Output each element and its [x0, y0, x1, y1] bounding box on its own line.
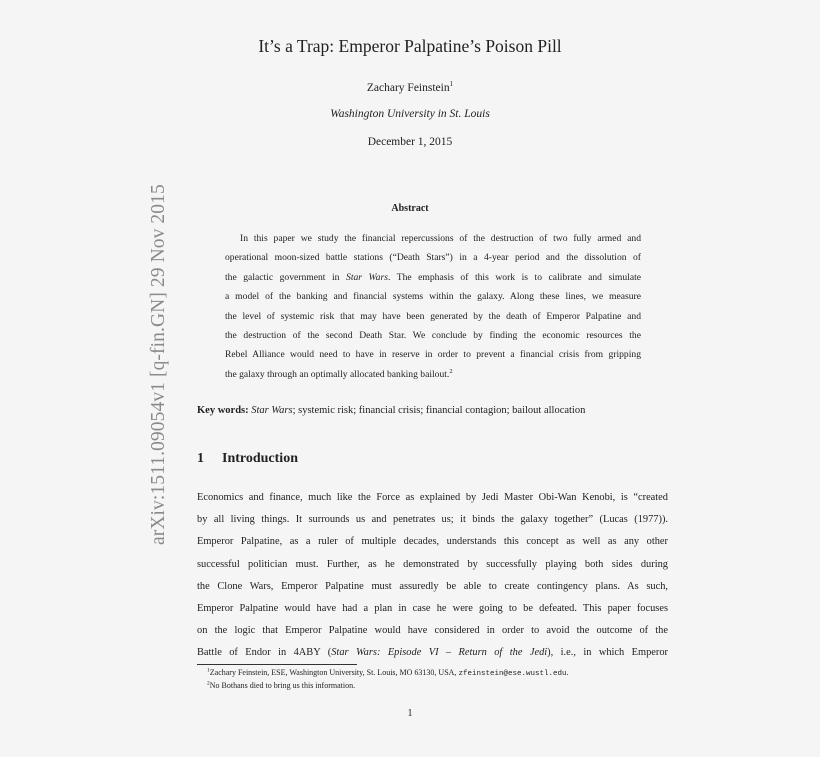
abstract-line: In this paper we study the financial repercussions of the destruction of two fully armed and — [240, 233, 641, 244]
abstract-heading: Abstract — [391, 203, 429, 214]
intro-line: Emperor Palpatine would have had a plan in case he were going to be defeated. This paper focuses — [197, 603, 668, 615]
footnote-1 — [207, 667, 667, 680]
arxiv-stamp: arXiv:1511.09054v1 [q-fin.GN] 29 Nov 2015 — [148, 184, 169, 545]
keywords-label: Key words: — [197, 405, 249, 416]
author-footnote-mark: 1 — [449, 80, 454, 89]
intro-line — [197, 642, 668, 664]
footnote-text: No Bothans died to bring us this information. — [209, 681, 356, 690]
intro-line: on the logic that Emperor Palpatine would have considered in order to avoid the outcome of the — [197, 625, 668, 637]
footnote-2 — [207, 680, 667, 692]
paper-date: December 1, 2015 — [367, 136, 453, 148]
abstract-text: . The emphasis of this work is to calibrate and simulate — [387, 271, 642, 283]
abstract-line: the destruction of the second Death Star. We conclude by finding the economic resources the — [225, 330, 641, 342]
page-number: 1 — [407, 708, 413, 719]
intro-line: Economics and finance, much like the Force as explained by Jedi Master Obi-Wan Kenobi, is “created — [197, 492, 668, 503]
paper-title: It’s a Trap: Emperor Palpatine’s Poison Pill — [258, 36, 562, 56]
abstract-footnote-mark: 2 — [449, 367, 453, 375]
footnote-mark: 1 — [207, 667, 210, 674]
abstract-text: the galactic government in — [225, 271, 347, 283]
footnote-email: zfeinstein@ese.wustl.edu — [458, 670, 567, 678]
section-number: 1 — [197, 451, 204, 466]
intro-text: Battle of Endor in 4ABY ( — [197, 647, 332, 659]
abstract-line: a model of the banking and financial systems within the galaxy. Along these lines, we measure — [225, 291, 641, 303]
footnote-text: Zachary Feinstein, ESE, Washington University, St. Louis, MO 63130, USA, — [209, 668, 459, 677]
intro-line: by all living things. It surrounds us and penetrates us; it binds the galaxy together” (Lucas (1977)). — [197, 514, 668, 526]
intro-line: the Clone Wars, Emperor Palpatine must assuredly be able to create contingency plans. As such, — [197, 580, 668, 592]
keywords-italic-term: Star Wars — [251, 405, 293, 416]
abstract-line: the level of systemic risk that may have been generated by the death of Emperor Palpatine and — [225, 310, 641, 322]
introduction-body — [197, 487, 668, 665]
keywords-list: ; systemic risk; financial crisis; financial contagion; bailout allocation — [292, 405, 586, 416]
footnote-rule — [197, 664, 357, 665]
author-line — [0, 82, 820, 94]
abstract-line — [225, 365, 641, 384]
section-title: Introduction — [222, 451, 298, 466]
footnote-mark: 2 — [207, 680, 210, 687]
author-name: Zachary Feinstein — [366, 82, 450, 94]
abstract-line: Rebel Alliance would need to have in reserve in order to prevent a financial crisis from gripping — [225, 349, 641, 361]
intro-italic-citation: Star Wars: Episode VI – Return of the Jedi — [331, 647, 548, 659]
footnotes — [207, 667, 667, 692]
footnote-text: . — [566, 668, 569, 677]
section-heading — [197, 451, 298, 467]
abstract-italic-term: Star Wars — [346, 271, 388, 283]
intro-text: ), i.e., in which Emperor — [547, 647, 668, 659]
abstract-line — [225, 268, 641, 287]
intro-line: Emperor Palpatine, as a ruler of multiple decades, understands this concept as well as any other — [197, 536, 668, 548]
abstract-text: the galaxy through an optimally allocated banking bailout. — [225, 368, 450, 380]
affiliation: Washington University in St. Louis — [330, 108, 490, 120]
keywords — [197, 405, 657, 416]
abstract-body — [225, 229, 641, 384]
abstract-line: operational moon-sized battle stations (“Death Stars”) in a 4-year period and the dissolution of — [225, 252, 641, 264]
intro-line: successful politician must. Further, as he demonstrated by successfully playing both sides during — [197, 558, 668, 570]
